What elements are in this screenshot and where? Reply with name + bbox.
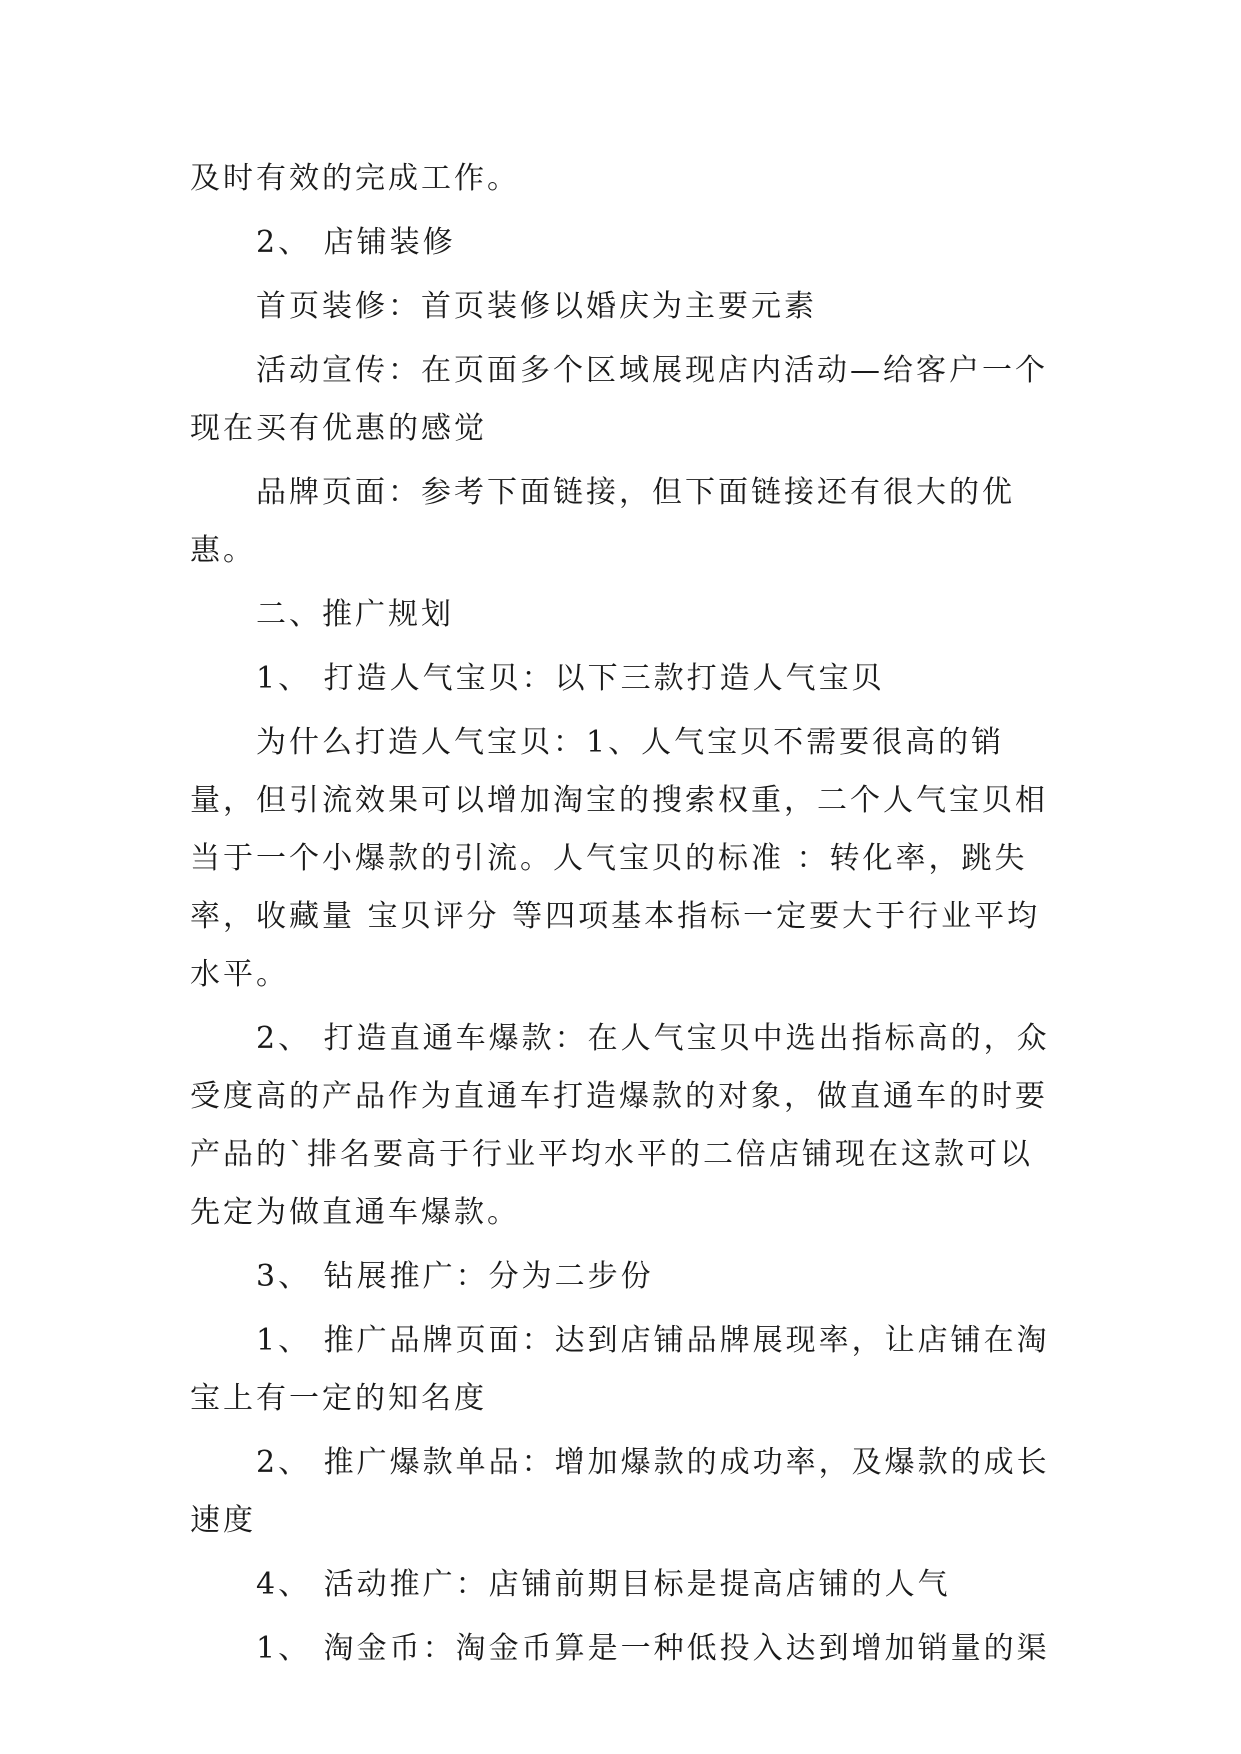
paragraph-7: 1、 打造人气宝贝：以下三款打造人气宝贝 bbox=[256, 661, 885, 696]
paragraph-1: 及时有效的完成工作。 bbox=[190, 161, 520, 196]
paragraph-4: 活动宣传：在页面多个区域展现店内活动—给客户一个现在买有优惠的感觉 bbox=[190, 353, 1048, 446]
paragraph-11: 1、 推广品牌页面：达到店铺品牌展现率，让店铺在淘宝上有一定的知名度 bbox=[190, 1323, 1050, 1416]
paragraph-12: 2、 推广爆款单品：增加爆款的成功率，及爆款的成长速度 bbox=[190, 1445, 1050, 1538]
paragraph-14: 1、 淘金币：淘金币算是一种低投入达到增加销量的渠 bbox=[256, 1631, 1050, 1666]
paragraph-10: 3、 钻展推广：分为二步份 bbox=[256, 1259, 654, 1294]
paragraph-9: 2、 打造直通车爆款：在人气宝贝中选出指标高的，众受度高的产品作为直通车打造爆款的对象，做直通车的时要产品的`排名要高于行业平均水平的二倍店铺现在这款可以先定为做直通车爆款。 bbox=[190, 1021, 1050, 1230]
paragraph-3: 首页装修：首页装修以婚庆为主要元素 bbox=[256, 289, 817, 324]
section-heading-promotion: 二、推广规划 bbox=[256, 597, 454, 632]
paragraph-5: 品牌页面：参考下面链接，但下面链接还有很大的优惠。 bbox=[190, 475, 1015, 568]
paragraph-2: 2、 店铺装修 bbox=[256, 225, 456, 260]
document-body bbox=[190, 150, 1065, 1684]
paragraph-8: 为什么打造人气宝贝：1、人气宝贝不需要很高的销量，但引流效果可以增加淘宝的搜索权重，二个人气宝贝相当于一个小爆款的引流。人气宝贝的标准 ：转化率，跳失率，收藏量 宝贝评分 等四项基本指标一定要大于行业平均水平。 bbox=[190, 725, 1048, 992]
paragraph-13: 4、 活动推广：店铺前期目标是提高店铺的人气 bbox=[256, 1567, 951, 1602]
